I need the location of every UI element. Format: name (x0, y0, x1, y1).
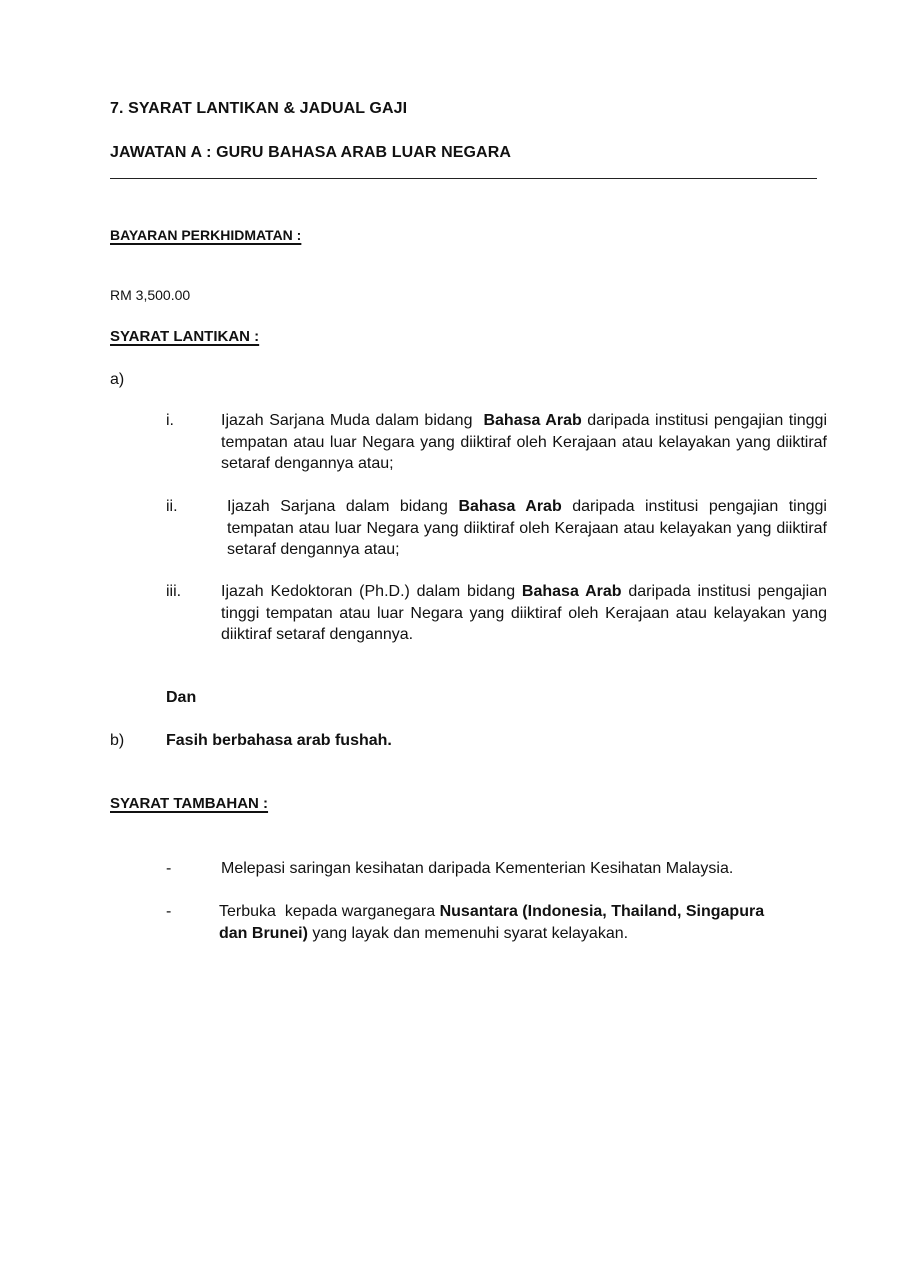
item-number: i. (166, 412, 174, 429)
item-text-before: Melepasi saringan kesihatan daripada Kementerian Kesihatan Malaysia. (221, 860, 734, 877)
payment-heading: BAYARAN PERKHIDMATAN : (110, 227, 302, 243)
item-text-bold: Nusantara (Indonesia, Thailand, Singapura dan Brunei) (219, 903, 765, 942)
item-text-before: Terbuka kepada warganegara (219, 903, 440, 920)
appointment-requirements-heading: SYARAT LANTIKAN : (110, 328, 260, 345)
requirement-item (166, 581, 828, 647)
section-title: 7. SYARAT LANTIKAN & JADUAL GAJI (110, 100, 408, 117)
payment-amount: RM 3,500.00 (110, 287, 191, 303)
item-text-before: Ijazah Kedoktoran (Ph.D.) dalam bidang (221, 583, 522, 600)
additional-requirement-item (166, 901, 826, 945)
item-text (221, 858, 821, 880)
item-text (221, 581, 827, 646)
item-number: ii. (166, 498, 178, 515)
item-text (219, 901, 779, 944)
part-b-text: Fasih berbahasa arab fushah. (166, 732, 392, 749)
position-title: JAWATAN A : GURU BAHASA ARAB LUAR NEGARA (110, 144, 512, 161)
item-text-bold: Bahasa Arab (458, 498, 562, 515)
item-text (221, 410, 827, 475)
item-text-bold: Bahasa Arab (483, 412, 582, 429)
divider-line (110, 178, 817, 179)
part-b-label: b) (110, 732, 125, 749)
item-text-after: daripada institusi pengajian tinggi tempatan atau luar Negara yang diiktiraf oleh Kerajaan atau kelayakan yang diiktiraf setaraf dengannya. (221, 583, 828, 643)
additional-requirements-heading: SYARAT TAMBAHAN : (110, 795, 269, 812)
additional-requirement-item (166, 858, 826, 880)
item-text (227, 496, 827, 561)
item-text-bold: Bahasa Arab (521, 583, 622, 600)
item-text-before: Ijazah Sarjana Muda dalam bidang (221, 412, 484, 429)
conjunction-text: Dan (166, 689, 197, 706)
dash-bullet: - (166, 860, 172, 877)
item-text-after: yang layak dan memenuhi syarat kelayakan. (307, 924, 629, 942)
item-text-before: Ijazah Sarjana dalam bidang (227, 498, 459, 515)
requirement-item (166, 496, 828, 562)
dash-bullet: - (166, 903, 172, 920)
part-a-label: a) (110, 371, 125, 388)
item-text-after: daripada institusi pengajian tinggi tempatan atau luar Negara yang diiktiraf oleh Kerajaan atau kelayakan yang diiktiraf setaraf dengannya atau; (227, 498, 827, 558)
item-text-after: daripada institusi pengajian tinggi tempatan atau luar Negara yang diiktiraf oleh Kerajaan atau kelayakan yang diiktiraf setaraf dengannya atau; (221, 412, 827, 472)
item-number: iii. (166, 583, 182, 600)
requirement-item (166, 410, 828, 476)
